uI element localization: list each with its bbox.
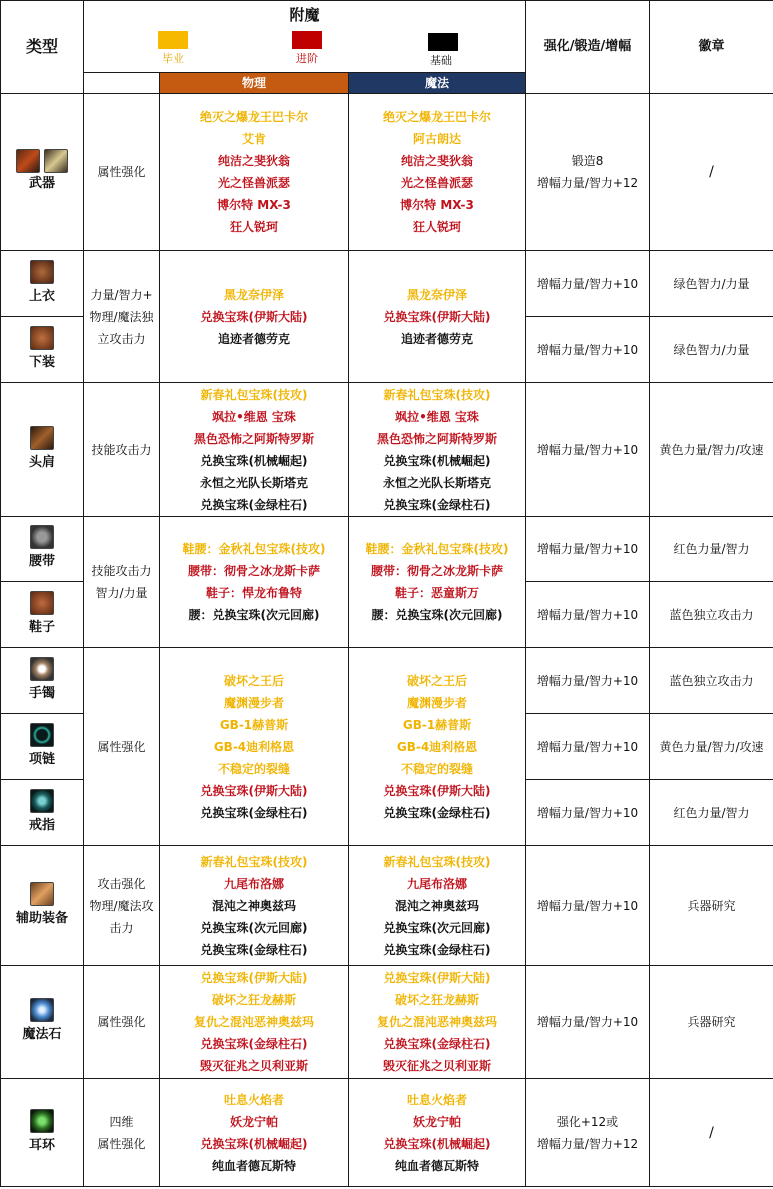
header-enchant — [84, 1, 526, 73]
aux-emblem: 兵器研究 — [650, 846, 773, 966]
armor-phys-enchants: 黑龙奈伊泽 兑换宝珠(伊斯大陆) 追迹者德劳克 — [160, 251, 349, 383]
top-icon — [30, 260, 54, 284]
row-shoes-type: 鞋子 — [1, 582, 84, 648]
aux-enhance: 增幅力量/智力+10 — [526, 846, 650, 966]
earring-phys-enchants: 吐息火焰者 妖龙宁帕 兑换宝珠(机械崛起) 纯血者德瓦斯特 — [160, 1079, 349, 1187]
earring-enhance: 强化+12或 增幅力量/智力+12 — [526, 1079, 650, 1187]
header-emblem: 徽章 — [650, 1, 773, 94]
bottom-emblem: 绿色智力/力量 — [650, 317, 773, 383]
weapon-mag-enchants: 绝灭之爆龙王巴卡尔 阿古朗达 纯洁之斐狄翁 光之怪兽派瑟 博尔特 MX-3 狂人锐珂 — [349, 94, 526, 251]
top-emblem: 绿色智力/力量 — [650, 251, 773, 317]
shoes-emblem: 蓝色独立攻击力 — [650, 582, 773, 648]
shoes-icon — [30, 591, 54, 615]
header-enchant-title: 附魔 — [289, 5, 320, 24]
header-physical: 物理 — [160, 73, 349, 94]
weapon-alt-icon — [44, 149, 68, 173]
bracelet-emblem: 蓝色独立攻击力 — [650, 648, 773, 714]
weapon-emblem: / — [650, 94, 773, 251]
row-ring-type: 戒指 — [1, 780, 84, 846]
aux-phys-enchants: 新春礼包宝珠(技攻) 九尾布洛娜 混沌之神奥兹玛 兑换宝珠(次元回廊) 兑换宝珠(金绿柱石) — [160, 846, 349, 966]
top-enhance: 增幅力量/智力+10 — [526, 251, 650, 317]
shoulder-phys-enchants: 新春礼包宝珠(技攻) 飒拉•维恩 宝珠 黑色恐怖之阿斯特罗斯 兑换宝珠(机械崛起) 永恒之光队长斯塔克 兑换宝珠(金绿柱石) — [160, 383, 349, 517]
shoulder-attr: 技能攻击力 — [84, 383, 160, 517]
header-type: 类型 — [1, 1, 84, 94]
shoes-enhance: 增幅力量/智力+10 — [526, 582, 650, 648]
row-aux-type: 辅助装备 — [1, 846, 84, 966]
legend-grad-label: 毕业 — [162, 51, 184, 65]
armor-attr: 力量/智力+ 物理/魔法独 立攻击力 — [84, 251, 160, 383]
armor-mag-enchants: 黑龙奈伊泽 兑换宝珠(伊斯大陆) 追迹者德劳克 — [349, 251, 526, 383]
necklace-emblem: 黄色力量/智力/攻速 — [650, 714, 773, 780]
belt-icon — [30, 525, 54, 549]
bs-phys-enchants: 鞋腰：金秋礼包宝珠(技攻) 腰带：彻骨之冰龙斯卡萨 鞋子：悍龙布鲁特 腰：兑换宝珠(次元回廊) — [160, 517, 349, 648]
weapon-enhance: 锻造8 增幅力量/智力+12 — [526, 94, 650, 251]
stone-mag-enchants: 兑换宝珠(伊斯大陆) 破坏之狂龙赫斯 复仇之混沌恶神奥兹玛 兑换宝珠(金绿柱石) 毁灭征兆之贝利亚斯 — [349, 966, 526, 1079]
necklace-enhance: 增幅力量/智力+10 — [526, 714, 650, 780]
legend-basic-label: 基础 — [430, 53, 452, 67]
ring-icon — [30, 789, 54, 813]
legend-adv-swatch — [292, 31, 322, 49]
weapon-attr: 属性强化 — [84, 94, 160, 251]
bs-mag-enchants: 鞋腰：金秋礼包宝珠(技攻) 腰带：彻骨之冰龙斯卡萨 鞋子：恶童斯万 腰：兑换宝珠(次元回廊) — [349, 517, 526, 648]
row-shoulder-type: 头肩 — [1, 383, 84, 517]
stone-emblem: 兵器研究 — [650, 966, 773, 1079]
bracelet-icon — [30, 657, 54, 681]
aux-attr: 攻击强化 物理/魔法攻 击力 — [84, 846, 160, 966]
row-earring-type: 耳环 — [1, 1079, 84, 1187]
row-belt-type: 腰带 — [1, 517, 84, 582]
weapon-phys-enchants: 绝灭之爆龙王巴卡尔 艾肯 纯洁之斐狄翁 光之怪兽派瑟 博尔特 MX-3 狂人锐珂 — [160, 94, 349, 251]
legend-adv-label: 进阶 — [296, 51, 318, 65]
stone-attr: 属性强化 — [84, 966, 160, 1079]
legend-basic-swatch — [428, 33, 458, 51]
row-necklace-type: 项链 — [1, 714, 84, 780]
header-enhance: 强化/锻造/增幅 — [526, 1, 650, 94]
header-magic: 魔法 — [349, 73, 526, 94]
aux-mag-enchants: 新春礼包宝珠(技攻) 九尾布洛娜 混沌之神奥兹玛 兑换宝珠(次元回廊) 兑换宝珠(金绿柱石) — [349, 846, 526, 966]
acc-phys-enchants: 破坏之王后 魔渊漫步者 GB-1赫普斯 GB-4迪利格恩 不稳定的裂缝 兑换宝珠(伊斯大陆) 兑换宝珠(金绿柱石) — [160, 648, 349, 846]
earring-mag-enchants: 吐息火焰者 妖龙宁帕 兑换宝珠(机械崛起) 纯血者德瓦斯特 — [349, 1079, 526, 1187]
shoulder-icon — [30, 426, 54, 450]
necklace-icon — [30, 723, 54, 747]
bottom-enhance: 增幅力量/智力+10 — [526, 317, 650, 383]
row-stone-type: 魔法石 — [1, 966, 84, 1079]
acc-mag-enchants: 破坏之王后 魔渊漫步者 GB-1赫普斯 GB-4迪利格恩 不稳定的裂缝 兑换宝珠(伊斯大陆) 兑换宝珠(金绿柱石) — [349, 648, 526, 846]
shoulder-mag-enchants: 新春礼包宝珠(技攻) 飒拉•维恩 宝珠 黑色恐怖之阿斯特罗斯 兑换宝珠(机械崛起) 永恒之光队长斯塔克 兑换宝珠(金绿柱石) — [349, 383, 526, 517]
stone-enhance: 增幅力量/智力+10 — [526, 966, 650, 1079]
bottom-icon — [30, 326, 54, 350]
stone-phys-enchants: 兑换宝珠(伊斯大陆) 破坏之狂龙赫斯 复仇之混沌恶神奥兹玛 兑换宝珠(金绿柱石) 毁灭征兆之贝利亚斯 — [160, 966, 349, 1079]
legend-grad-swatch — [158, 31, 188, 49]
earring-attr: 四维 属性强化 — [84, 1079, 160, 1187]
weapon-name: 武器 — [28, 176, 55, 191]
bracelet-enhance: 增幅力量/智力+10 — [526, 648, 650, 714]
row-bottom-type: 下装 — [1, 317, 84, 383]
belt-enhance: 增幅力量/智力+10 — [526, 517, 650, 582]
shoulder-enhance: 增幅力量/智力+10 — [526, 383, 650, 517]
earring-icon — [30, 1109, 54, 1133]
weapon-icon — [16, 149, 40, 173]
earring-emblem: / — [650, 1079, 773, 1187]
ring-enhance: 增幅力量/智力+10 — [526, 780, 650, 846]
bs-attr: 技能攻击力 智力/力量 — [84, 517, 160, 648]
acc-attr: 属性强化 — [84, 648, 160, 846]
row-top-type: 上衣 — [1, 251, 84, 317]
magic-stone-icon — [30, 998, 54, 1022]
aux-equipment-icon — [30, 882, 54, 906]
row-bracelet-type: 手镯 — [1, 648, 84, 714]
ring-emblem: 红色力量/智力 — [650, 780, 773, 846]
belt-emblem: 红色力量/智力 — [650, 517, 773, 582]
row-weapon-type — [1, 94, 84, 251]
shoulder-emblem: 黄色力量/智力/攻速 — [650, 383, 773, 517]
